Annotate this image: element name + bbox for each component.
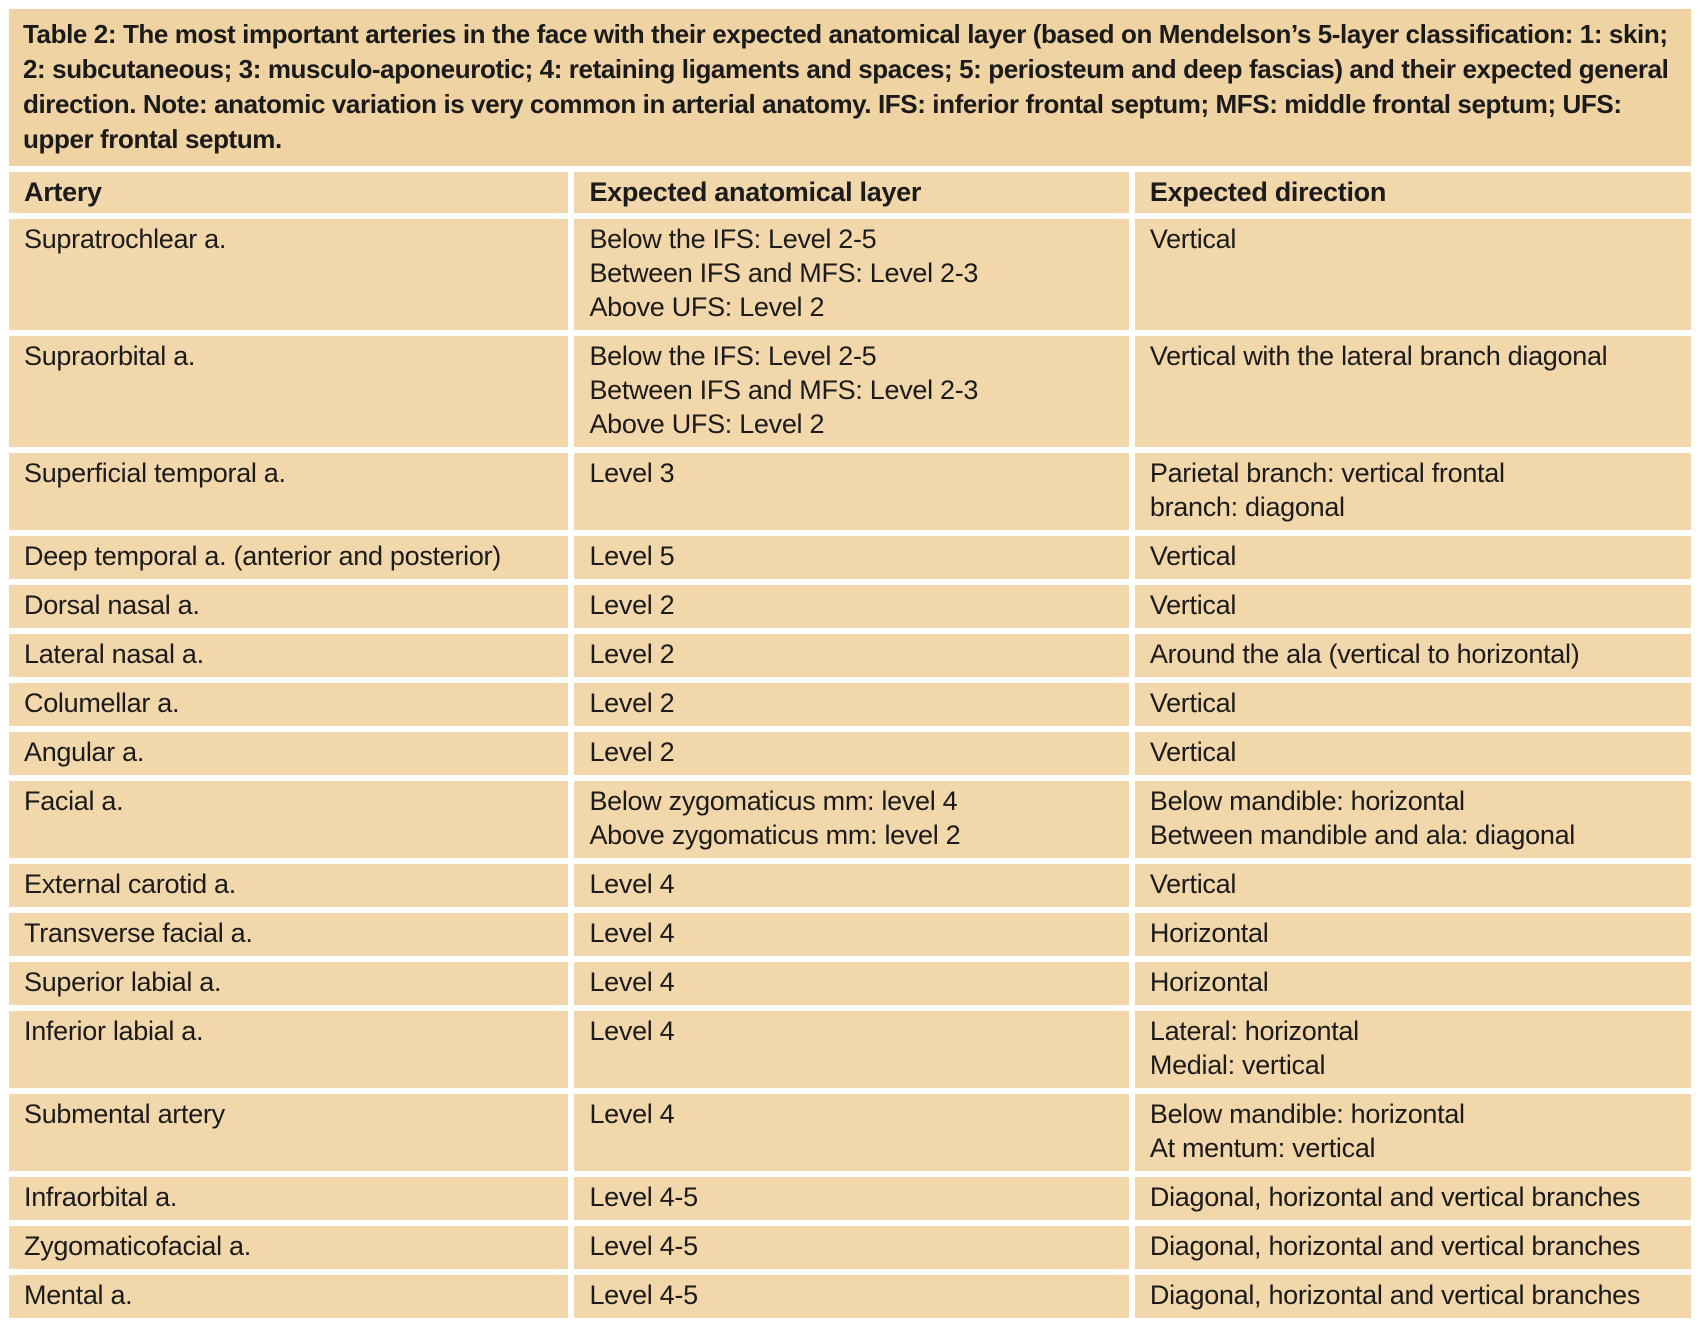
direction-cell [1135, 913, 1691, 956]
cell-line: Horizontal [1149, 967, 1269, 997]
table-row [9, 1011, 1691, 1088]
cell-line: Vertical [1149, 869, 1237, 899]
artery-cell [9, 1226, 568, 1269]
artery-cell [9, 732, 568, 775]
table-row [9, 683, 1691, 726]
layer-cell [574, 219, 1128, 330]
cell-line: Diagonal, horizontal and vertical branches [1149, 1280, 1641, 1310]
cell-line: Submental artery [24, 1099, 225, 1129]
cell-line: Diagonal, horizontal and vertical branches [1149, 1231, 1641, 1261]
table-row [9, 962, 1691, 1005]
layer-cell [574, 864, 1128, 907]
cell-line: Below the IFS: Level 2-5 [589, 341, 877, 371]
artery-cell [9, 1011, 568, 1088]
direction-cell [1135, 781, 1691, 858]
direction-cell [1135, 634, 1691, 677]
artery-cell [9, 781, 568, 858]
cell-line: branch: diagonal [1149, 492, 1345, 522]
artery-cell [9, 634, 568, 677]
table-row [9, 1275, 1691, 1318]
direction-cell [1135, 1094, 1691, 1171]
layer-cell [574, 1094, 1128, 1171]
cell-line: Supratrochlear a. [24, 224, 227, 254]
direction-cell [1135, 1177, 1691, 1220]
cell-line: Inferior labial a. [24, 1016, 204, 1046]
layer-cell [574, 336, 1128, 447]
cell-line: Above zygomaticus mm: level 2 [589, 820, 961, 850]
direction-cell [1135, 536, 1691, 579]
layer-cell [574, 585, 1128, 628]
layer-cell [574, 536, 1128, 579]
table-row [9, 1226, 1691, 1269]
cell-line: Deep temporal a. (anterior and posterior) [24, 541, 501, 571]
artery-cell [9, 585, 568, 628]
cell-line: Level 4 [589, 1016, 675, 1046]
artery-cell [9, 453, 568, 530]
artery-cell [9, 1094, 568, 1171]
cell-line: Supraorbital a. [24, 341, 196, 371]
cell-line: Vertical [1149, 590, 1237, 620]
cell-line: Level 4 [589, 869, 675, 899]
direction-cell [1135, 1226, 1691, 1269]
artery-cell [9, 1177, 568, 1220]
layer-cell [574, 634, 1128, 677]
direction-cell [1135, 864, 1691, 907]
direction-cell [1135, 1275, 1691, 1318]
cell-line: Level 4-5 [589, 1231, 698, 1261]
cell-line: Dorsal nasal a. [24, 590, 200, 620]
cell-line: Level 4 [589, 967, 675, 997]
artery-cell [9, 913, 568, 956]
cell-line: Level 4-5 [589, 1182, 698, 1212]
cell-line: Level 2 [589, 639, 675, 669]
cell-line: Above UFS: Level 2 [589, 409, 825, 439]
table-row [9, 864, 1691, 907]
cell-line: At mentum: vertical [1149, 1133, 1376, 1163]
layer-cell [574, 453, 1128, 530]
cell-line: Parietal branch: vertical frontal [1149, 458, 1505, 488]
column-header-expected-direction: Expected direction [1135, 172, 1691, 213]
cell-line: Around the ala (vertical to horizontal) [1149, 639, 1580, 669]
direction-cell [1135, 683, 1691, 726]
direction-cell [1135, 1011, 1691, 1088]
layer-cell [574, 1275, 1128, 1318]
direction-cell [1135, 219, 1691, 330]
table-row [9, 913, 1691, 956]
table-row [9, 585, 1691, 628]
cell-line: Level 2 [589, 688, 675, 718]
layer-cell [574, 962, 1128, 1005]
cell-line: Level 4 [589, 918, 675, 948]
layer-cell [574, 1226, 1128, 1269]
cell-line: Level 4-5 [589, 1280, 698, 1310]
cell-line: Between mandible and ala: diagonal [1149, 820, 1575, 850]
cell-line: Level 3 [589, 458, 675, 488]
cell-line: Vertical [1149, 737, 1237, 767]
artery-cell [9, 683, 568, 726]
cell-line: Zygomaticofacial a. [24, 1231, 251, 1261]
cell-line: Transverse facial a. [24, 918, 253, 948]
table-row [9, 634, 1691, 677]
cell-line: Level 2 [589, 590, 675, 620]
table-row [9, 219, 1691, 330]
cell-line: Vertical with the lateral branch diagonal [1149, 341, 1608, 371]
cell-line: Angular a. [24, 737, 145, 767]
column-header-artery: Artery [9, 172, 568, 213]
table-row [9, 536, 1691, 579]
layer-cell [574, 781, 1128, 858]
cell-line: Level 5 [589, 541, 675, 571]
artery-cell [9, 536, 568, 579]
table-row [9, 732, 1691, 775]
cell-line: Horizontal [1149, 918, 1269, 948]
direction-cell [1135, 453, 1691, 530]
cell-line: Lateral nasal a. [24, 639, 204, 669]
artery-cell [9, 1275, 568, 1318]
table-caption: Table 2: The most important arteries in the face with their expected anatomical layer (based on Mendelson’s 5-layer classification: 1: skin; 2: subcutaneous; 3: musculo-aponeurotic; 4: retaining ligaments and spaces; 5: periosteum and deep fascias) and their expected general direction. Note: anatomic variation is very common in arterial anatomy. IFS: inferior frontal septum; MFS: middle frontal septum; UFS: upper frontal septum. [9, 9, 1691, 166]
layer-cell [574, 683, 1128, 726]
cell-line: Infraorbital a. [24, 1182, 178, 1212]
cell-line: Below zygomaticus mm: level 4 [589, 786, 958, 816]
direction-cell [1135, 732, 1691, 775]
layer-cell [574, 913, 1128, 956]
cell-line: Between IFS and MFS: Level 2-3 [589, 258, 979, 288]
artery-cell [9, 219, 568, 330]
cell-line: Level 2 [589, 737, 675, 767]
cell-line: Diagonal, horizontal and vertical branches [1149, 1182, 1641, 1212]
cell-line: Superior labial a. [24, 967, 222, 997]
cell-line: Superficial temporal a. [24, 458, 286, 488]
cell-line: External carotid a. [24, 869, 236, 899]
artery-cell [9, 864, 568, 907]
layer-cell [574, 1177, 1128, 1220]
direction-cell [1135, 336, 1691, 447]
header-row [9, 172, 1691, 213]
arteries-table [3, 166, 1697, 1324]
cell-line: Mental a. [24, 1280, 133, 1310]
cell-line: Above UFS: Level 2 [589, 292, 825, 322]
cell-line: Below mandible: horizontal [1149, 786, 1465, 816]
cell-line: Below mandible: horizontal [1149, 1099, 1465, 1129]
cell-line: Between IFS and MFS: Level 2-3 [589, 375, 979, 405]
table-row [9, 781, 1691, 858]
cell-line: Vertical [1149, 541, 1237, 571]
table-row [9, 453, 1691, 530]
cell-line: Level 4 [589, 1099, 675, 1129]
cell-line: Lateral: horizontal [1149, 1016, 1359, 1046]
cell-line: Vertical [1149, 224, 1237, 254]
direction-cell [1135, 585, 1691, 628]
table-body [9, 219, 1691, 1318]
direction-cell [1135, 962, 1691, 1005]
cell-line: Columellar a. [24, 688, 180, 718]
layer-cell [574, 732, 1128, 775]
artery-cell [9, 336, 568, 447]
cell-line: Vertical [1149, 688, 1237, 718]
cell-line: Facial a. [24, 786, 124, 816]
cell-line: Below the IFS: Level 2-5 [589, 224, 877, 254]
layer-cell [574, 1011, 1128, 1088]
table-row [9, 336, 1691, 447]
table-row [9, 1177, 1691, 1220]
column-header-expected-anatomical-layer: Expected anatomical layer [574, 172, 1128, 213]
artery-cell [9, 962, 568, 1005]
table-row [9, 1094, 1691, 1171]
cell-line: Medial: vertical [1149, 1050, 1326, 1080]
